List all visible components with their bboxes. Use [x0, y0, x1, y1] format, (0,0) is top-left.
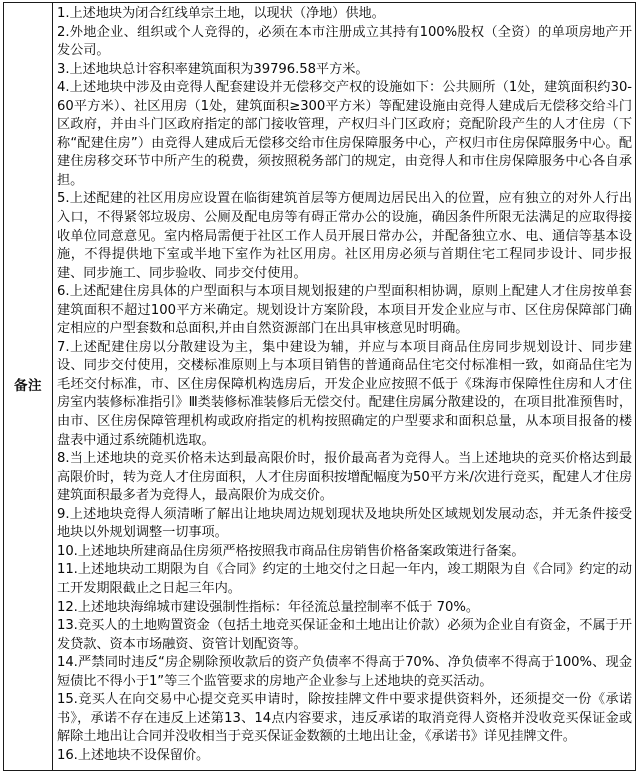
clause-item: 5.上述配建的社区用房应设置在临街建筑首层等方便周边居民出入的位置，应有独立的对外人行出入口，不得紧邻垃圾房、公厕及配电房等有碍正常办公的设施，确因条件所限无法满足的应取得接收单位同意意见。室内格局需便于社区工作人员开展日常办公，并配备独立水、电、通信等基本设施，不得提供地下室或半地下室作为社区用房。社区用房必须与首期住宅工程同步设计、同步报建、同步施工、同步验收、同步交付使用。	[57, 191, 632, 281]
remarks-table	[3, 2, 636, 771]
clause-item: 8.当上述地块的竞买价格未达到最高限价时，报价最高者为竞得人。当上述地块的竞买价格达到最高限价时，转为竞人才住房面积，人才住房面积按增配幅度为50平方米/次进行竞买，配建人才住房建筑面积最多者为竞得人，最高限价为成交价。	[57, 451, 632, 504]
clause-item: 3.上述地块总计容积率建筑面积为39796.58平方米。	[57, 61, 369, 77]
clause-item: 16.上述地块不设保留价。	[57, 747, 210, 763]
clause-list	[57, 5, 632, 765]
table-row-label-cell	[4, 3, 53, 770]
clause-item: 10.上述地块所建商品住房须严格按照我市商品住房销售价格备案政策进行备案。	[57, 543, 525, 559]
clause-item: 1.上述地块为闭合红线单宗土地，以现状（净地）供地。	[57, 6, 385, 21]
clause-item: 6.上述配建住房具体的户型面积与本项目规划报建的户型面积相协调，原则上配建人才住房按单套建筑面积不超过100平方米确定。规划设计方案阶段，本项目开发企业应与市、区住房保障部门确定相应的户型套数和总面积,并由自然资源部门在出具审核意见时明确。	[57, 284, 632, 337]
clause-item: 7.上述配建住房以分散建设为主，集中建设为辅，并应与本项目商品住房同步规划设计、同步建设、同步交付使用，交楼标准原则上与本项目销售的普通商品住宅交付标准相一致，如商品住宅为毛坯交付标准，市、区住房保障机构选房后，开发企业应按照不低于《珠海市保障性住房和人才住房室内装修标准指引》Ⅲ类装修标准装修后无偿交付。配建住房属分散建设的，在项目批准预售时，由市、区住房保障管理机构或政府指定的机构按照确定的户型要求和面积总量，从本项目报备的楼盘表中通过系统随机选取。	[57, 339, 632, 448]
clause-item: 15.竞买人在向交易中心提交竞买申请时，除按挂牌文件中要求提供资料外，还须提交一份《承诺书》，承诺不存在违反上述第13、14点内容要求，违反承诺的取消竞得人资格并没收竞买保证金或解除土地出让合同并没收相当于竞买保证金数额的土地出让金，《承诺书》详见挂牌文件。	[57, 692, 632, 745]
clause-item: 4.上述地块中涉及由竞得人配套建设并无偿移交产权的设施如下：公共厕所（1处，建筑面积约30-60平方米）、社区用房（1处，建筑面积≥300平方米）等配建设施由竞得人建成后无偿移交给斗门区政府，并由斗门区政府指定的部门接收管理，产权归斗门区政府；竞配阶段产生的人才住房（下称“配建住房”）由竞得人建成后无偿移交给市住房保障服务中心，产权归市住房保障服务中心。配建住房移交环节中所产生的税费，须按照税务部门的规定，由竞得人和市住房保障服务中心各自承担。	[57, 80, 632, 188]
clause-item: 9.上述地块竞得人须清晰了解出让地块周边规划现状及地块所处区域规划发展动态，并无条件接受地块以外规划调整一切事项。	[57, 506, 632, 541]
clause-item: 12.上述地块海绵城市建设强制性指标：年径流总量控制率不低于 70%。	[57, 599, 479, 615]
remarks-content-cell	[53, 3, 635, 770]
clause-item: 14.严禁同时违反“房企剔除预收款后的资产负债率不得高于70%、净负债率不得高于100%、现金短债比不得小于1”等三个监管要求的房地产企业参与上述地块的竞买活动。	[57, 655, 632, 689]
clause-item: 11.上述地块动工期限为自《合同》约定的土地交付之日起一年内，竣工期限为自《合同》约定的动工开发期限截止之日起三年内。	[57, 562, 632, 596]
clause-item: 13.竞买人的土地购置资金（包括土地竞买保证金和土地出让价款）必须为企业自有资金，不属于开发贷款、资本市场融资、资管计划配资等。	[57, 618, 632, 652]
clause-item: 2.外地企业、组织或个人竞得的，必须在本市注册成立其持有100%股权（全资）的单项房地产开发公司。	[57, 24, 632, 59]
remarks-label: 备注	[14, 378, 42, 395]
